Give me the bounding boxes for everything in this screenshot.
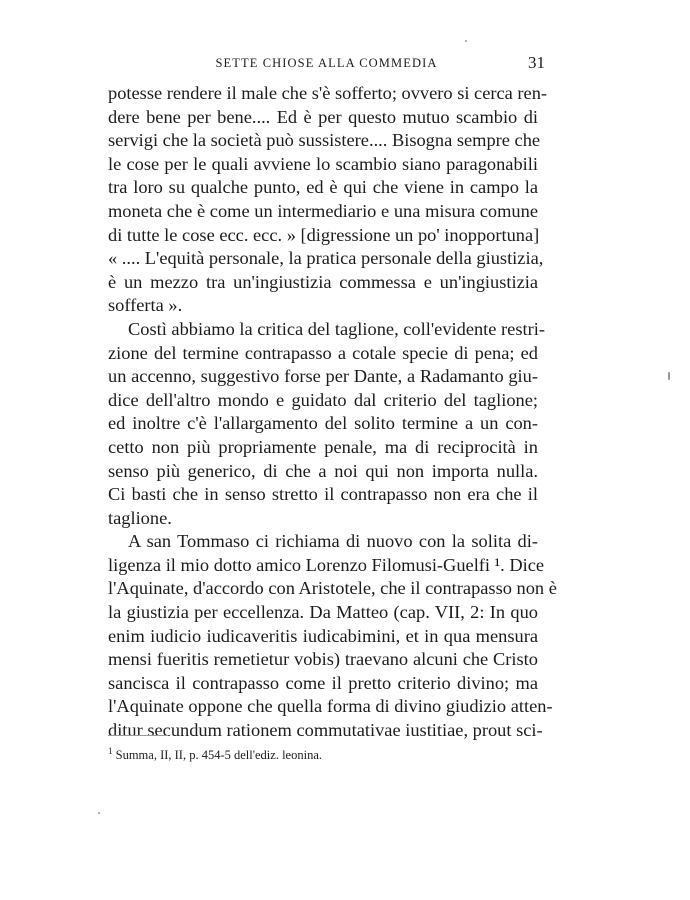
body-text — [108, 82, 557, 743]
footnote-divider — [108, 735, 168, 736]
text-line: le cose per le quali avviene lo scambio siano paragonabili — [108, 153, 538, 174]
text-line: moneta che è come un intermediario e una misura comune — [108, 200, 538, 221]
footnote-marker: 1 — [108, 745, 113, 756]
text-line: mensi fueritis remetietur vobis) traevano alcuni che Cristo — [108, 649, 538, 670]
footnote — [108, 746, 538, 764]
text-line: enim iudicio iudicaveritis iudicabimini, et in qua mensura — [108, 625, 538, 646]
text-line: A san Tommaso ci richiama di nuovo con la solita di- — [128, 531, 538, 552]
text-line: « .... L'equità personale, la pratica personale della giustizia, — [108, 248, 544, 269]
text-line: senso più generico, di che a noi qui non importa nulla. — [108, 460, 538, 481]
text-line: potesse rendere il male che s'è sofferto; ovvero si cerca ren- — [108, 83, 548, 103]
text-line: taglione. — [108, 507, 172, 528]
text-line: ed inoltre c'è l'allargamento del solito termine a un con- — [108, 413, 538, 434]
text-line: Ci basti che in senso stretto il contrapasso non era che il — [108, 484, 538, 505]
scan-speck — [98, 812, 100, 814]
text-line: sancisca il contrapasso come il pretto criterio divino; ma — [108, 672, 538, 693]
text-line: l'Aquinate, d'accordo con Aristotele, che il contrapasso non è — [108, 578, 557, 599]
text-line: servigi che la società può sussistere.... Bisogna sempre che — [108, 130, 541, 151]
scan-speck — [465, 40, 467, 42]
text-line: la giustizia per eccellenza. Da Matteo (cap. VII, 2: In quo — [108, 602, 538, 623]
running-title: SETTE CHIOSE ALLA COMMEDIA — [215, 56, 438, 70]
text-line: zione del termine contrapasso a cotale specie di pena; ed — [108, 342, 538, 363]
text-line: Costì abbiamo la critica del taglione, coll'evidente restri- — [128, 318, 545, 339]
text-line: ligenza il mio dotto amico Lorenzo Filomusi-Guelfi ¹. Dice — [108, 554, 545, 575]
text-line: cetto non più propriamente penale, ma di reciprocità in — [108, 436, 538, 457]
text-line: è un mezzo tra un'ingiustizia commessa e un'ingiustizia — [108, 271, 538, 292]
text-line: dice dell'altro mondo e guidato dal criterio del taglione; — [108, 389, 538, 410]
text-line: tra loro su qualche punto, ed è qui che viene in campo la — [108, 177, 538, 198]
text-line: l'Aquinate oppone che quella forma di divino giudizio atten- — [108, 696, 553, 717]
footnote-text: Summa, II, II, p. 454-5 dell'ediz. leonina. — [115, 748, 322, 762]
text-line: un accenno, suggestivo forse per Dante, a Radamanto giu- — [108, 366, 538, 387]
text-line: ditur secundum rationem commutativae iustitiae, prout sci- — [108, 720, 543, 741]
page-number: 31 — [528, 53, 545, 72]
running-head — [108, 53, 545, 76]
scan-speck — [668, 372, 670, 380]
text-line: di tutte le cose ecc. ecc. » [digressione un po' inopportuna] — [108, 224, 540, 245]
text-line: sofferta ». — [108, 295, 183, 316]
text-line: dere bene per bene.... Ed è per questo mutuo scambio di — [108, 106, 538, 127]
